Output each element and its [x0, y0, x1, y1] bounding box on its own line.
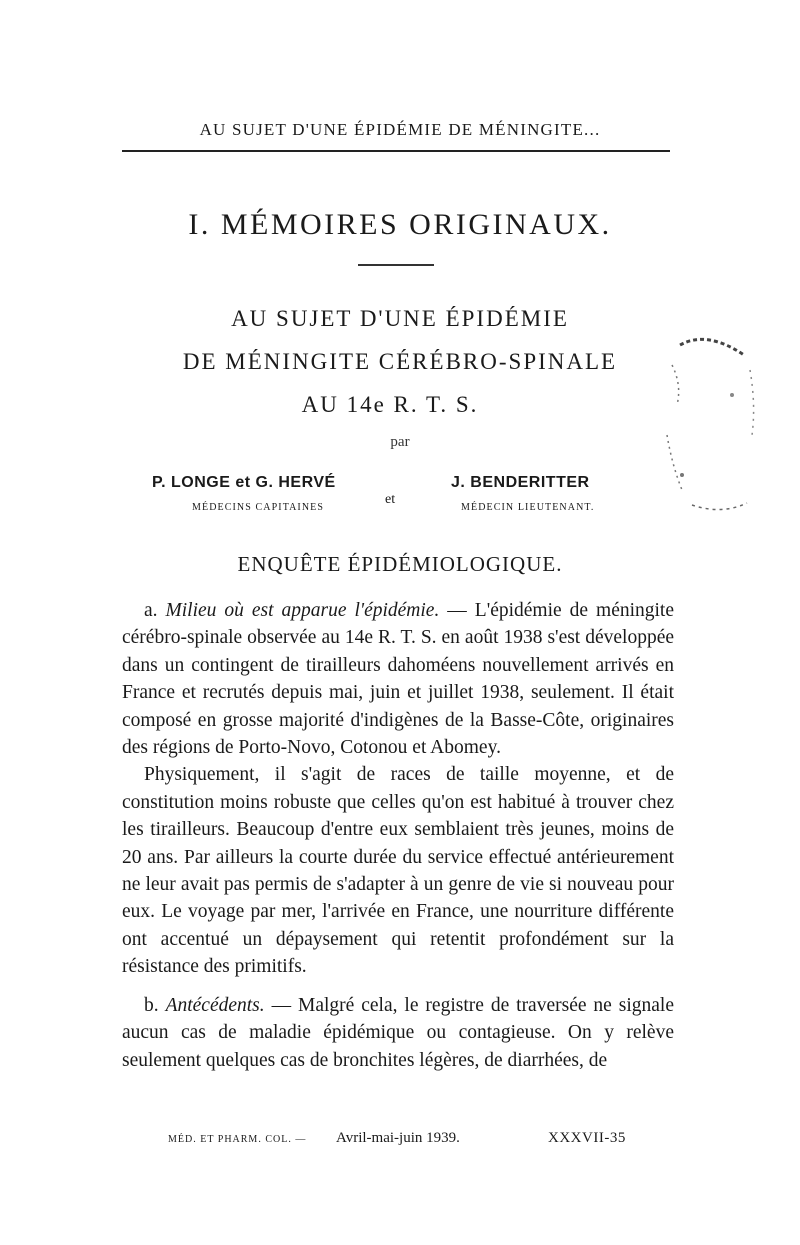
title-divider: [358, 264, 434, 266]
author-connector: et: [385, 492, 396, 507]
article-title-line-3: AU 14e R. T. S.: [301, 392, 479, 417]
paragraph-heading: Antécédents.: [165, 994, 265, 1016]
paragraph-milieu: [122, 597, 674, 761]
paragraph-text: — Malgré cela, le registre de traversée ne signale aucun cas de maladie épidémique ou contagieuse. On y relève seulement quelques cas de bronchites légères, de diarrhées, de: [122, 994, 675, 1071]
paragraph-marker: a.: [144, 600, 166, 621]
paragraph-heading: Milieu où est apparue l'épidémie.: [165, 600, 440, 621]
library-stamp-mark: [652, 325, 762, 525]
paragraph-antecedents: [122, 992, 674, 1074]
section-title: I. MÉMOIRES ORIGINAUX.: [188, 208, 612, 241]
author-2: J. BENDERITTER: [451, 474, 590, 491]
running-head: AU SUJET D'UNE ÉPIDÉMIE DE MÉNINGITE...: [199, 120, 601, 139]
author-1-role: MÉDECINS CAPITAINES: [192, 502, 325, 513]
footer-journal: MÉD. ET PHARM. COL. —: [168, 1134, 307, 1145]
byline-par: par: [390, 434, 410, 450]
header-rule: [122, 150, 670, 152]
article-title-line-1: AU SUJET D'UNE ÉPIDÉMIE: [231, 306, 569, 331]
footer-date: Avril-mai-juin 1939.: [336, 1130, 460, 1146]
paragraph-physique: Physiquement, il s'agit de races de taille moyenne, et de constitution moins robuste que celles qu'on est habitué à trouver chez les tirailleurs. Beaucoup d'entre eux semblaient très jeunes, moins de 20 ans. Par ailleurs la courte durée du service effectué antérieurement ne leur avait pas permis de s'adapter à un genre de vie si nouveau pour eux. Le voyage par mer, l'arrivée en France, une nourriture différente ont accentué un dépaysement qui retentit profondément sur la résistance des primitifs.: [122, 764, 674, 978]
paragraph-text: — L'épidémie de méningite cérébro-spinale observée au 14e R. T. S. en août 1938 s'est développée dans un contingent de tirailleurs dahoméens nouvellement arrivés en France et recrutés depuis mai, juin et juillet 1938, seulement. Il était composé en grosse majorité d'indigènes de la Basse-Côte, originaires des régions de Porto-Novo, Cotonou et Abomey.: [122, 600, 675, 759]
footer-page-number: XXXVII-35: [548, 1130, 626, 1146]
author-1: P. LONGE et G. HERVÉ: [152, 474, 336, 491]
subheading: ENQUÊTE ÉPIDÉMIOLOGIQUE.: [237, 552, 563, 576]
article-title-line-2: DE MÉNINGITE CÉRÉBRO-SPINALE: [182, 349, 618, 374]
author-2-role: MÉDECIN LIEUTENANT.: [461, 502, 595, 513]
body-text: [122, 597, 674, 1074]
paragraph-marker: b.: [144, 994, 166, 1016]
